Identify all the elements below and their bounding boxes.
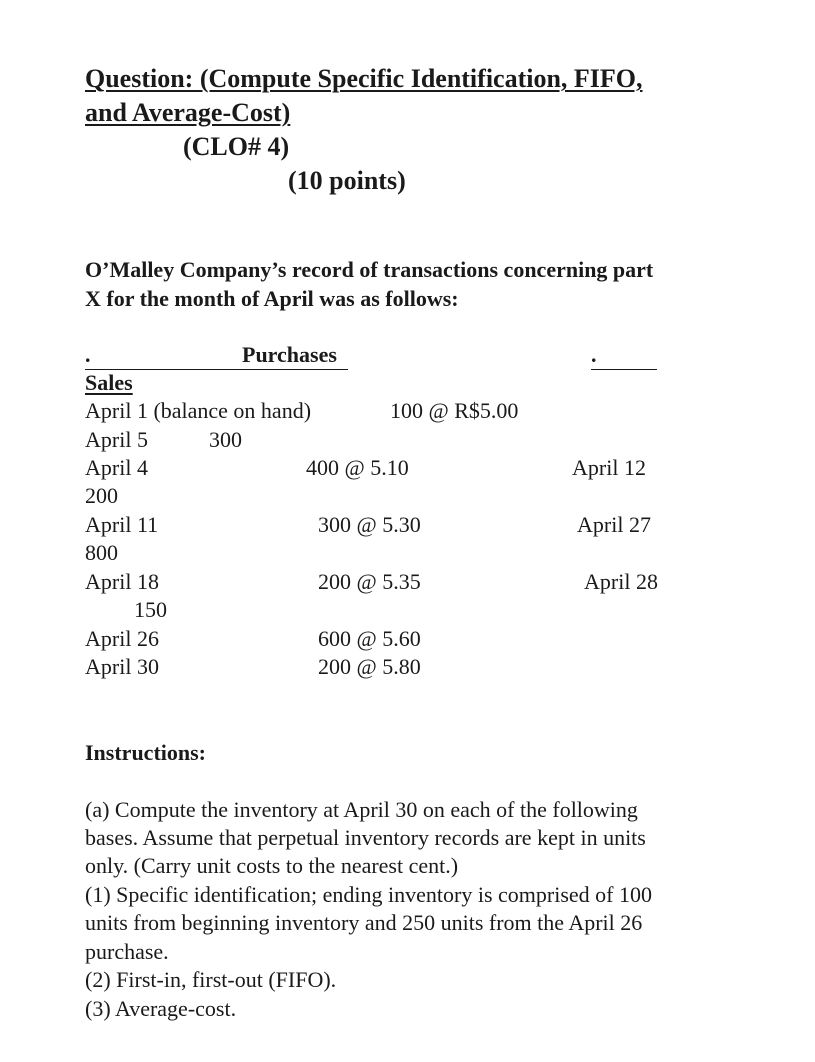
- header-dot-left: .: [85, 342, 91, 367]
- purchases-header: Purchases: [242, 342, 337, 367]
- instructions-line: bases. Assume that perpetual inventory records are kept in units: [85, 825, 646, 850]
- instructions-line: (3) Average-cost.: [85, 996, 237, 1021]
- points-label: (10 points): [288, 166, 406, 195]
- row3-sale-qty: 200: [85, 483, 118, 508]
- row3-purchase: 400 @ 5.10: [306, 455, 409, 480]
- row4-sale-qty: 800: [85, 540, 118, 565]
- instructions-line: units from beginning inventory and 250 units from the April 26: [85, 910, 643, 935]
- header-underline-right: [591, 341, 657, 370]
- row5-sale-date: April 28: [584, 569, 658, 594]
- row5-date: April 18: [85, 569, 159, 594]
- row2-sale: 300: [209, 427, 242, 452]
- row7-date: April 30: [85, 654, 159, 679]
- instructions-line: (a) Compute the inventory at April 30 on each of the following: [85, 797, 638, 822]
- intro-line2: X for the month of April was as follows:: [85, 286, 459, 311]
- instructions-line: only. (Carry unit costs to the nearest cent.): [85, 853, 459, 878]
- instructions-line: purchase.: [85, 939, 169, 964]
- header-underline-left: [85, 341, 348, 370]
- row5-sale-qty: 150: [134, 597, 167, 622]
- row1-purchase: 100 @ R$5.00: [390, 398, 519, 423]
- question-title-line1: Question: (Compute Specific Identification, FIFO,: [85, 64, 643, 93]
- row7-purchase: 200 @ 5.80: [318, 654, 421, 679]
- instructions-line: (2) First-in, first-out (FIFO).: [85, 967, 337, 992]
- instructions-heading: Instructions:: [85, 740, 207, 765]
- sales-header: Sales: [85, 370, 133, 395]
- row3-date: April 4: [85, 455, 148, 480]
- question-title-line2: and Average-Cost): [85, 98, 291, 127]
- row6-date: April 26: [85, 626, 159, 651]
- row3-sale-date: April 12: [572, 455, 646, 480]
- row5-purchase: 200 @ 5.35: [318, 569, 421, 594]
- header-dot-right: .: [591, 342, 597, 367]
- row6-purchase: 600 @ 5.60: [318, 626, 421, 651]
- intro-line1: O’Malley Company’s record of transactions concerning part: [85, 257, 654, 282]
- row4-purchase: 300 @ 5.30: [318, 512, 421, 537]
- instructions-line: (1) Specific identification; ending inventory is comprised of 100: [85, 882, 652, 907]
- clo-label: (CLO# 4): [183, 132, 290, 161]
- row1-date: April 1 (balance on hand): [85, 398, 312, 423]
- row2-date: April 5: [85, 427, 148, 452]
- row4-sale-date: April 27: [577, 512, 651, 537]
- row4-date: April 11: [85, 512, 159, 537]
